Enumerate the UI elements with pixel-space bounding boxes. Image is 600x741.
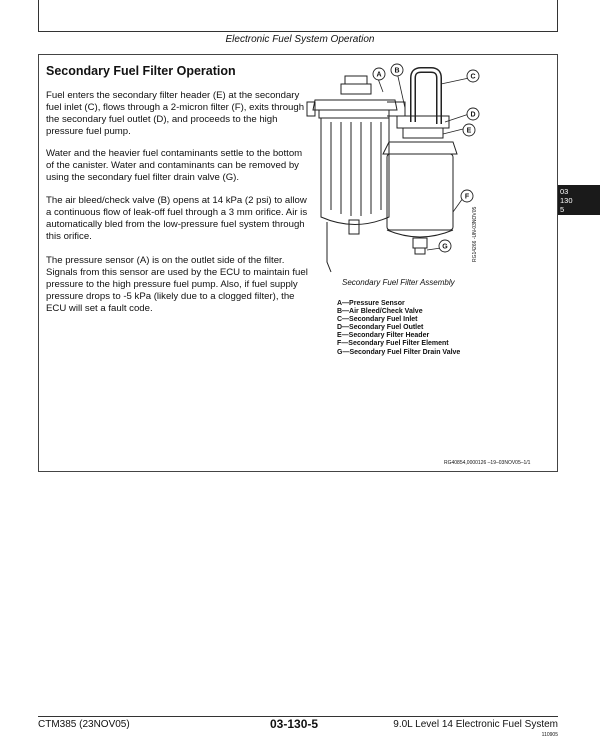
callout-label-c: C [470, 73, 476, 81]
paragraph-water-removal: Water and the heavier fuel contaminants settle to the bottom of the canister. Water and contaminants can be removed by using the secondary fuel filter drain valve (G). [46, 148, 303, 183]
section-tab-page: 5 [560, 205, 565, 214]
secondary-filter-drawing [383, 102, 457, 254]
footer-page-number: 03-130-5 [270, 717, 319, 731]
reference-code: RG40854,0000126 –19–03NOV05–1/1 [444, 460, 531, 466]
footer-print-code: 110905 [541, 732, 558, 738]
callout-label-b: B [394, 67, 400, 75]
paragraph-pressure-sensor: The pressure sensor (A) is on the outlet side of the filter. Signals from this sensor are used by the ECU to maintain fuel pressure to the high pressure fuel pump. Also, if fuel supply pressure drops to -5 kPa (likely due to a clogged filter), the ECU will set a fault code. [46, 255, 308, 314]
section-title: Secondary Fuel Filter Operation [46, 64, 236, 78]
primary-filter-drawing [307, 76, 397, 272]
callout-label-a: A [376, 71, 382, 79]
header-left-rule [38, 0, 39, 32]
legend-item: B—Air Bleed/Check Valve [337, 308, 423, 316]
paragraph-fuel-flow: Fuel enters the secondary filter header (E) at the secondary fuel inlet (C), flows through a 2-micron filter (F), exits through the secondary fuel outlet (D), and proceeds to the high pressure fuel pump. [46, 90, 305, 137]
legend-item: C—Secondary Fuel Inlet [337, 316, 418, 324]
figure-legend [337, 300, 460, 357]
fuel-filter-illustration [305, 62, 495, 277]
callout-leaders [377, 72, 469, 250]
section-tab-chapter: 03 [560, 187, 569, 196]
figure-caption: Secondary Fuel Filter Assembly [342, 278, 455, 287]
figure-code: RG14266 -UN-03NOV05 [472, 206, 478, 262]
paragraph-air-bleed: The air bleed/check valve (B) opens at 14 kPa (2 psi) to allow a continuous flow of leak-off fuel through a 3 mm orifice. Air is automatically bled from the low-pressure fuel system through this orifice. [46, 195, 308, 242]
legend-item: F—Secondary Fuel Filter Element [337, 340, 449, 348]
section-tab-group: 130 [560, 196, 573, 205]
legend-item: D—Secondary Fuel Outlet [337, 324, 424, 332]
header-right-rule [557, 0, 558, 32]
header-divider [38, 31, 558, 32]
footer-manual-id: CTM385 (23NOV05) [38, 719, 130, 730]
page-header-title: Electronic Fuel System Operation [225, 34, 375, 45]
callout-label-e: E [466, 127, 472, 135]
legend-item: G—Secondary Fuel Filter Drain Valve [337, 348, 461, 356]
legend-item: E—Secondary Filter Header [337, 332, 430, 340]
legend-item: A—Pressure Sensor [337, 300, 405, 307]
callout-label-f: F [464, 193, 470, 201]
callout-label-d: D [470, 111, 476, 119]
footer-manual-title: 9.0L Level 14 Electronic Fuel System [393, 719, 558, 730]
callout-label-g: G [442, 243, 448, 251]
section-tab [558, 185, 600, 215]
